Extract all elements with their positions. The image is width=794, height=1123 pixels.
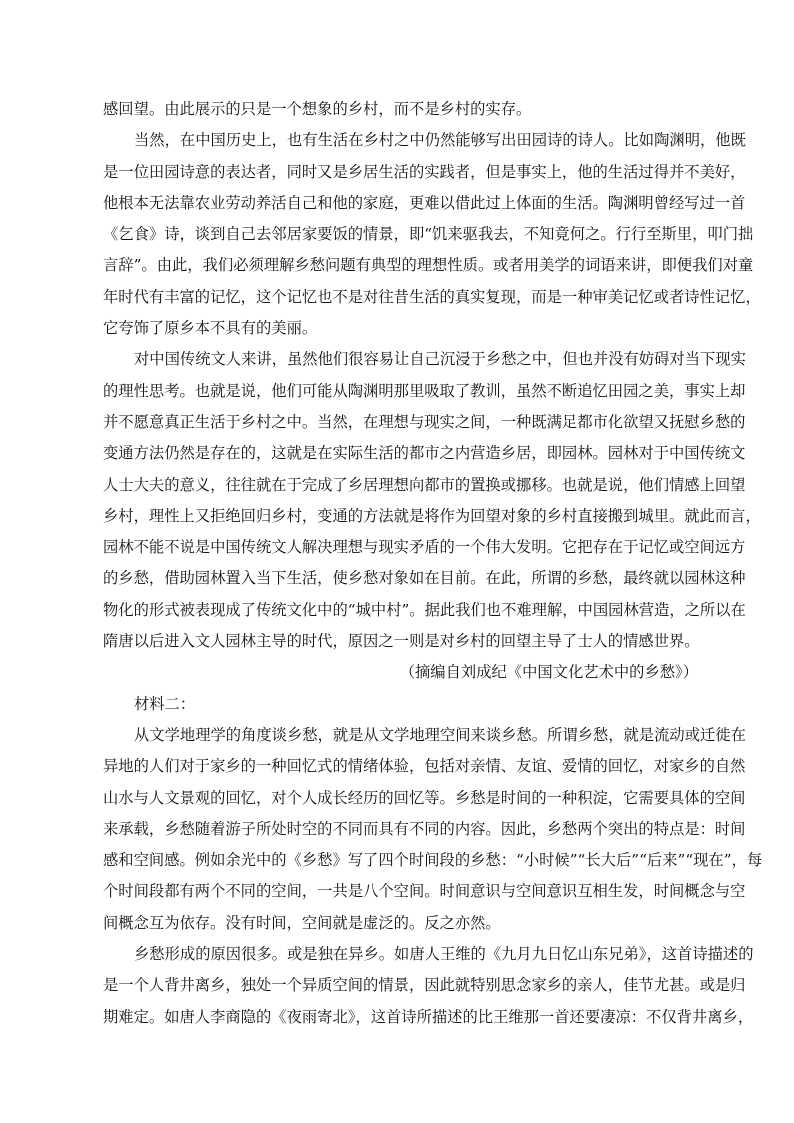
text-line: 物化的形式被表现成了传统文化中的“城中村”。据此我们也不难理解，中国园林营造，之所以在: [103, 600, 746, 619]
text-line: 材料二：: [134, 694, 196, 713]
paragraph: [103, 720, 763, 939]
text-line: 是一个人背井离乡，独处一个异质空间的情景，因此就特别思念家乡的亲人，佳节尤甚。或是归: [103, 976, 746, 995]
text-line: 山水与人文景观的回忆，对个人成长经历的回忆等。乡愁是时间的一种积淀，它需要具体的空间: [103, 788, 746, 807]
text-line: 隋唐以后进入文人园林主导的时代，原因之一则是对乡村的回望主导了士人的情感世界。: [103, 632, 700, 651]
paragraph: [103, 344, 761, 657]
text-line: 《乞食》诗，谈到自己去邻居家要饭的情景，即“饥来驱我去，不知竟何之。行行至斯里，叩门拙: [103, 225, 754, 244]
text-line: 的理性思考。也就是说，他们可能从陶渊明那里吸取了教训，虽然不断追忆田园之美，事实上却: [103, 381, 746, 400]
text-line: 言辞”。由此，我们必须理解乡愁问题有典型的理想性质。或者用美学的词语来讲，即便我们对童: [103, 256, 754, 275]
text-line: 当然，在中国历史上，也有生活在乡村之中仍然能够写出田园诗的诗人。比如陶渊明，他既: [134, 131, 746, 150]
text-line: 异地的人们对于家乡的一种回忆式的情绪体验，包括对亲情、友谊、爱情的回忆，对家乡的自然: [103, 757, 746, 776]
section-heading: [103, 689, 698, 720]
text-line: 乡村，理性上又拒绝回归乡村，变通的方法就是将作为回望对象的乡村直接搬到城里。就此而言，: [103, 506, 761, 525]
document-page: [103, 94, 763, 1033]
text-line: 对中国传统文人来讲，虽然他们很容易让自己沉浸于乡愁之中，但也并没有妨碍对当下现实: [134, 350, 746, 369]
paragraph: [103, 125, 761, 344]
text-line: 它夸饰了原乡本不具有的美丽。: [103, 319, 318, 338]
text-line: 变通方法仍然是存在的，这就是在实际生活的都市之内营造乡居，即园林。园林对于中国传统文: [103, 444, 746, 463]
text-line: 并不愿意真正生活于乡村之中。当然，在理想与现实之间，一种既满足都市化欲望又抚慰乡愁的: [103, 412, 746, 431]
text-line: 乡愁形成的原因很多。或是独在异乡。如唐人王维的《九月九日忆山东兄弟》，这首诗描述的: [134, 945, 754, 964]
text-line: 是一位田园诗意的表达者，同时又是乡居生活的实践者，但是事实上，他的生活过得并不美好，: [103, 162, 746, 181]
text-line: 从文学地理学的角度谈乡愁，就是从文学地理空间来谈乡愁。所谓乡愁，就是流动或迁徙在: [134, 725, 746, 744]
text-line: 人士大夫的意义，往往就在于完成了乡居理想向都市的置换或挪移。也就是说，他们情感上回望: [103, 475, 746, 494]
text-line: 个时间段都有两个不同的空间，一共是八个空间。时间意识与空间意识互相生发，时间概念与空: [103, 882, 746, 901]
text-line: （摘编自刘成纪《中国文化艺术中的乡愁》）: [399, 663, 698, 682]
paragraph: [103, 94, 698, 125]
text-line: 园林不能不说是中国传统文人解决理想与现实矛盾的一个伟大发明。它把存在于记忆或空间远方: [103, 538, 746, 557]
text-line: 他根本无法靠农业劳动养活自己和他的家庭，更难以借此过上体面的生活。陶渊明曾经写过一首: [103, 193, 746, 212]
text-line: 期难定。如唐人李商隐的《夜雨寄北》，这首诗所描述的比王维那一首还要凄凉：不仅背井离乡，: [103, 1007, 754, 1026]
text-line: 感和空间感。例如余光中的《乡愁》写了四个时间段的乡愁：“小时候”“长大后”“后来”“现在”，每: [103, 851, 763, 870]
text-line: 年时代有丰富的记忆，这个记忆也不是对往昔生活的真实复现，而是一种审美记忆或者诗性记忆，: [103, 287, 761, 306]
text-line: 来承载，乡愁随着游子所处时空的不同而具有不同的内容。因此，乡愁两个突出的特点是：时间: [103, 819, 746, 838]
text-line: 感回望。由此展示的只是一个想象的乡村，而不是乡村的实存。: [103, 100, 532, 118]
source-citation: [103, 657, 698, 688]
text-line: 的乡愁，借助园林置入当下生活，使乡愁对象如在目前。在此，所谓的乡愁，最终就以园林这种: [103, 569, 746, 588]
text-line: 间概念互为依存。没有时间，空间就是虚泛的。反之亦然。: [103, 913, 501, 932]
paragraph: [103, 939, 754, 1033]
